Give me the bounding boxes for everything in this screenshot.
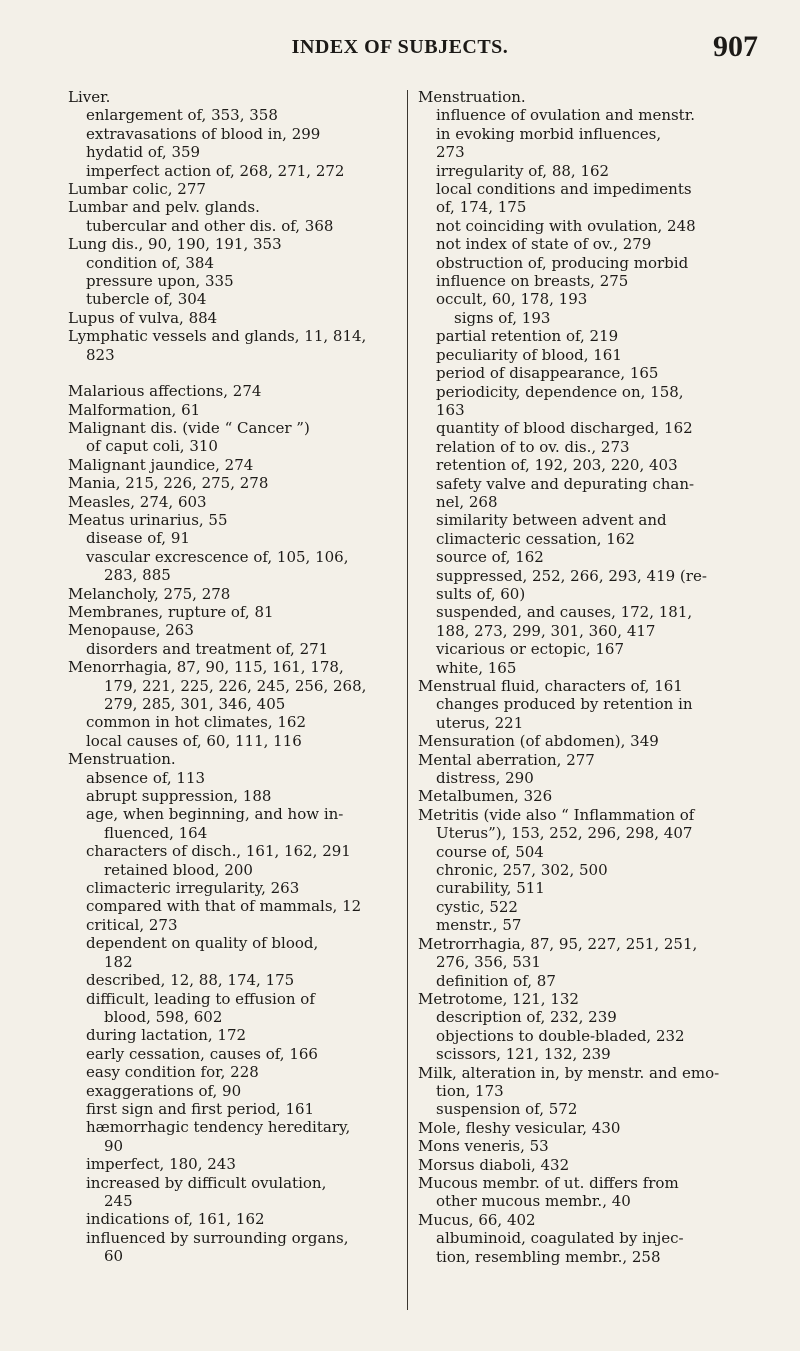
index-subentry: tion, resembling membr., 258 (436, 1247, 661, 1266)
index-subentry: source of, 162 (436, 548, 544, 567)
index-subentry: condition of, 384 (86, 253, 214, 272)
index-subentry: pressure upon, 335 (86, 272, 234, 291)
index-subentry: signs of, 193 (454, 308, 551, 327)
index-subentry: hæmorrhagic tendency hereditary, (86, 1118, 351, 1137)
index-subentry: tion, 173 (436, 1081, 504, 1100)
index-subentry: irregularity of, 88, 162 (436, 161, 610, 180)
index-subentry: imperfect action of, 268, 271, 272 (86, 161, 345, 180)
index-subentry: tubercle of, 304 (86, 290, 207, 309)
index-subentry: dependent on quality of blood, (86, 934, 319, 953)
index-heading: Liver. (68, 88, 111, 106)
index-subentry: vascular excrescence of, 105, 106, (86, 547, 349, 566)
index-heading: Malformation, 61 (68, 400, 201, 419)
index-subentry: difficult, leading to effusion of (86, 989, 315, 1008)
index-subentry: peculiarity of blood, 161 (436, 345, 622, 364)
index-subentry: increased by difficult ovulation, (86, 1173, 327, 1192)
index-subentry: distress, 290 (436, 769, 534, 788)
index-heading: Metritis (vide also “ Inflammation of (418, 805, 695, 824)
index-subentry: exaggerations of, 90 (86, 1081, 242, 1100)
index-heading: Milk, alteration in, by menstr. and emo- (418, 1063, 720, 1082)
index-heading: Menopause, 263 (68, 621, 194, 640)
index-heading: Mons veneris, 53 (418, 1137, 549, 1156)
index-heading: Mensuration (of abdomen), 349 (418, 732, 659, 751)
index-subentry: curability, 511 (436, 879, 545, 898)
index-subentry: occult, 60, 178, 193 (436, 290, 588, 309)
index-heading: Mole, fleshy vesicular, 430 (418, 1118, 621, 1137)
index-subentry: tubercular and other dis. of, 368 (86, 216, 334, 235)
index-subentry: first sign and first period, 161 (86, 1099, 315, 1118)
index-subentry: local causes of, 60, 111, 116 (86, 731, 302, 750)
index-column-left (68, 88, 398, 1266)
section-gap (68, 364, 398, 382)
index-heading: Menstruation. (68, 750, 176, 769)
index-subentry: indications of, 161, 162 (86, 1210, 265, 1229)
index-subentry: partial retention of, 219 (436, 327, 619, 346)
index-heading: Menstruation. (418, 88, 526, 106)
index-subentry: early cessation, causes of, 166 (86, 1044, 318, 1063)
index-subentry: nel, 268 (436, 492, 498, 511)
index-heading: Metalbumen, 326 (418, 787, 553, 806)
index-subentry: critical, 273 (86, 915, 178, 934)
page-title: INDEX OF SUBJECTS. (291, 36, 509, 58)
index-subentry: not index of state of ov., 279 (436, 235, 652, 254)
index-subentry: not coinciding with ovulation, 248 (436, 216, 696, 235)
index-subentry: described, 12, 88, 174, 175 (86, 971, 295, 990)
index-heading: Lupus of vulva, 884 (68, 308, 218, 327)
index-heading: Lumbar and pelv. glands. (68, 198, 260, 217)
index-heading: Mucous membr. of ut. differs from (418, 1173, 679, 1192)
index-subentry: local conditions and impediments (436, 180, 692, 199)
index-heading: Malignant jaundice, 274 (68, 455, 254, 474)
index-subentry: description of, 232, 239 (436, 1008, 617, 1027)
index-subentry: obstruction of, producing morbid (436, 253, 689, 272)
index-heading: Meatus urinarius, 55 (68, 510, 228, 529)
index-subentry: influence on breasts, 275 (436, 272, 629, 291)
index-subentry: similarity between advent and (436, 511, 667, 530)
index-heading: Malarious affections, 274 (68, 382, 262, 401)
index-heading: Measles, 274, 603 (68, 492, 207, 511)
index-subentry: white, 165 (436, 658, 517, 677)
index-subentry: hydatid of, 359 (86, 143, 201, 162)
index-subentry: periodicity, dependence on, 158, (436, 382, 684, 401)
index-subentry: climacteric cessation, 162 (436, 529, 635, 548)
index-subentry: in evoking morbid influences, (436, 124, 662, 143)
page-number: 907 (713, 30, 758, 63)
index-heading: Mania, 215, 226, 275, 278 (68, 474, 269, 493)
index-heading: Metrotome, 121, 132 (418, 989, 579, 1008)
index-subentry: suppressed, 252, 266, 293, 419 (re- (436, 566, 707, 585)
index-subentry: of, 174, 175 (436, 198, 527, 217)
index-subentry: suspended, and causes, 172, 181, (436, 603, 693, 622)
column-divider (407, 90, 408, 1310)
index-subentry: influenced by surrounding organs, (86, 1228, 349, 1247)
index-subentry: compared with that of mammals, 12 (86, 897, 362, 916)
index-subentry: during lactation, 172 (86, 1026, 247, 1045)
index-subentry: common in hot climates, 162 (86, 713, 306, 732)
index-subentry: blood, 598, 602 (104, 1007, 223, 1026)
index-heading: Mucus, 66, 402 (418, 1210, 536, 1229)
index-subentry: period of disappearance, 165 (436, 364, 659, 383)
index-subentry: scissors, 121, 132, 239 (436, 1045, 611, 1064)
index-subentry: disorders and treatment of, 271 (86, 639, 329, 658)
index-subentry: easy condition for, 228 (86, 1063, 259, 1082)
index-subentry: retained blood, 200 (104, 860, 253, 879)
index-subentry: albuminoid, coagulated by injec- (436, 1229, 684, 1248)
index-subentry: safety valve and depurating chan- (436, 474, 695, 493)
index-subentry: 283, 885 (104, 566, 171, 585)
index-subentry: objections to double-bladed, 232 (436, 1026, 685, 1045)
index-subentry: uterus, 221 (436, 713, 524, 732)
index-subentry: 163 (436, 400, 465, 419)
index-column-right (418, 88, 758, 1266)
index-subentry: Uterus”), 153, 252, 296, 298, 407 (436, 824, 693, 843)
index-subentry: 823 (86, 345, 115, 364)
index-heading: Malignant dis. (vide “ Cancer ”) (68, 418, 310, 437)
index-subentry: disease of, 91 (86, 529, 190, 548)
index-subentry: course of, 504 (436, 842, 544, 861)
index-subentry: 90 (104, 1136, 124, 1155)
index-heading: Lymphatic vessels and glands, 11, 814, (68, 327, 367, 346)
index-subentry: fluenced, 164 (104, 823, 208, 842)
index-subentry: 273 (436, 143, 465, 162)
index-subentry: 188, 273, 299, 301, 360, 417 (436, 621, 656, 640)
index-subentry: suspension of, 572 (436, 1100, 578, 1119)
index-subentry: 182 (104, 952, 133, 971)
index-subentry: imperfect, 180, 243 (86, 1155, 236, 1174)
index-subentry: abrupt suppression, 188 (86, 787, 272, 806)
index-subentry: menstr., 57 (436, 916, 522, 935)
index-subentry: other mucous membr., 40 (436, 1192, 631, 1211)
index-subentry: enlargement of, 353, 358 (86, 106, 278, 125)
index-heading: Metrorrhagia, 87, 95, 227, 251, 251, (418, 934, 698, 953)
index-heading: Lumbar colic, 277 (68, 180, 206, 199)
index-subentry: changes produced by retention in (436, 695, 693, 714)
index-subentry: 179, 221, 225, 226, 245, 256, 268, (104, 676, 367, 695)
index-subentry: 60 (104, 1247, 124, 1266)
index-subentry: extravasations of blood in, 299 (86, 124, 321, 143)
index-heading: Mental aberration, 277 (418, 750, 595, 769)
index-heading: Morsus diaboli, 432 (418, 1155, 570, 1174)
index-subentry: influence of ovulation and menstr. (436, 106, 695, 125)
page-header (0, 30, 800, 70)
index-heading: Menorrhagia, 87, 90, 115, 161, 178, (68, 658, 344, 677)
index-subentry: climacteric irregularity, 263 (86, 879, 300, 898)
index-subentry: definition of, 87 (436, 971, 556, 990)
index-subentry: age, when beginning, and how in- (86, 805, 344, 824)
index-heading: Membranes, rupture of, 81 (68, 602, 274, 621)
index-subentry: sults of, 60) (436, 584, 526, 603)
index-subentry: chronic, 257, 302, 500 (436, 861, 608, 880)
index-subentry: relation of to ov. dis., 273 (436, 437, 630, 456)
index-subentry: absence of, 113 (86, 768, 206, 787)
index-subentry: vicarious or ectopic, 167 (436, 640, 625, 659)
index-subentry: 279, 285, 301, 346, 405 (104, 695, 286, 713)
index-heading: Lung dis., 90, 190, 191, 353 (68, 235, 282, 254)
index-subentry: cystic, 522 (436, 897, 518, 916)
index-subentry: characters of disch., 161, 162, 291 (86, 842, 351, 861)
index-heading: Menstrual fluid, characters of, 161 (418, 677, 683, 695)
index-subentry: of caput coli, 310 (86, 437, 218, 456)
index-subentry: retention of, 192, 203, 220, 403 (436, 456, 678, 475)
index-subentry: quantity of blood discharged, 162 (436, 419, 693, 438)
index-heading: Melancholy, 275, 278 (68, 584, 231, 603)
index-subentry: 276, 356, 531 (436, 953, 541, 972)
index-subentry: 245 (104, 1191, 133, 1210)
